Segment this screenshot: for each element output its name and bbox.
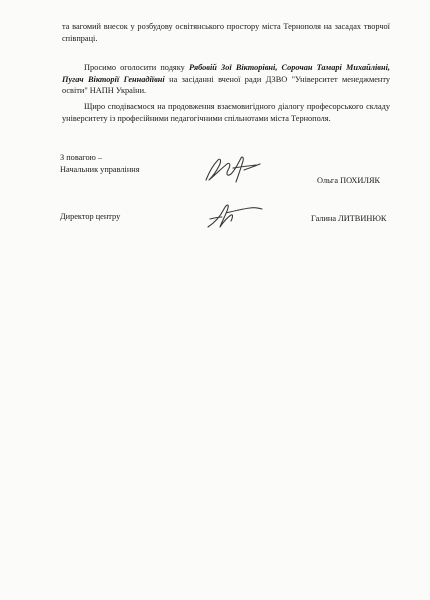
paragraph-hope-text: Щиро сподіваємося на продовження взаємовигідного діалогу професорського складу університету із професійними педагогічними спільнотами міста Тернополя. xyxy=(62,102,390,123)
closing-block xyxy=(60,152,140,175)
head-of-department-title: Начальник управління xyxy=(60,164,140,174)
paragraph-contribution xyxy=(62,21,390,44)
honoree-names: Рябовій Зої Вікторівні, Сорочан Тамарі Михайлівні, Пугач Вікторії Геннадіївні xyxy=(62,63,390,84)
signer-1-name: Ольга ПОХИЛЯК xyxy=(317,176,381,185)
gratitude-outro: на засіданні вченої ради ДЗВО "Університет менеджменту освіти" НАПН України. xyxy=(62,74,390,96)
director-title: Директор центру xyxy=(60,212,121,221)
handwritten-signature-2 xyxy=(200,197,270,233)
gratitude-intro: Просимо оголосити подяку xyxy=(84,63,185,73)
paragraph-gratitude-request xyxy=(62,62,390,97)
signer-2-name: Галина ЛИТВИНЮК xyxy=(311,214,387,223)
closing-salutation: З повагою – xyxy=(60,153,103,162)
paragraph-contribution-text: та вагомий внесок у розбудову освітянського простору міста Тернополя на засадах творчої співпраці. xyxy=(62,22,390,43)
paragraph-hope xyxy=(62,101,390,124)
handwritten-signature-1 xyxy=(200,150,270,188)
